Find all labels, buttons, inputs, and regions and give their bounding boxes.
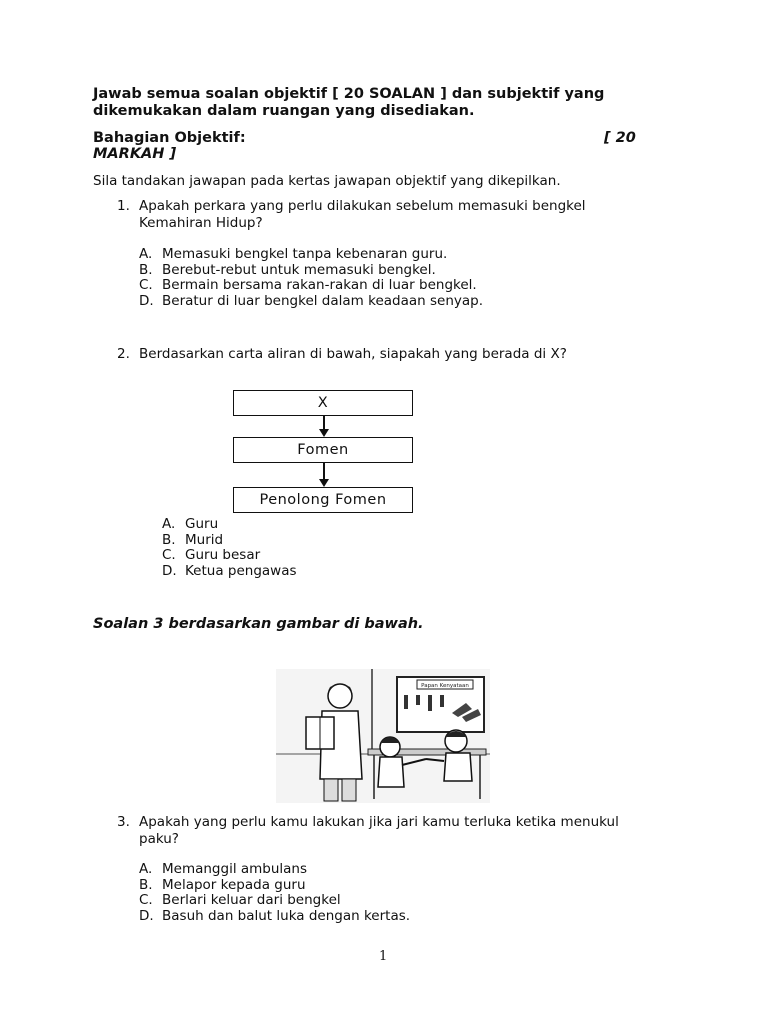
flow-arrow-head [319,429,329,437]
question-2-number: 2. [117,346,130,362]
instructions: Jawab semua soalan objektif [ 20 SOALAN ] dan subjektif yang dikemukakan dalam ruangan yang disediakan. [93,86,605,119]
question-3-number: 3. [117,814,130,830]
option: D. Beratur di luar bengkel dalam keadaan senyap. [139,293,484,310]
question-1-number: 1. [117,198,130,214]
workshop-illustration [276,669,490,803]
option: B. Melapor kepada guru [139,876,306,893]
question-3-text: Apakah yang perlu kamu lakukan jika jari kamu terluka ketika menukul paku? [139,814,619,847]
option: C. Berlari keluar dari bengkel [139,892,341,909]
answer-note: Sila tandakan jawapan pada kertas jawapan objektif yang dikepilkan. [93,173,561,189]
section-title: Bahagian Objektif: [93,130,246,146]
option: A. Memanggil ambulans [139,861,308,877]
option: B. Berebut-rebut untuk memasuki bengkel. [139,261,436,278]
option: A. Memasuki bengkel tanpa kebenaran guru. [139,246,448,262]
page-number: 1 [379,949,388,964]
section-marks: [ 20 [604,130,636,146]
option: C. Guru besar [162,547,261,564]
flow-arrow [323,463,325,480]
svg-text:Papan Kenyataan: Papan Kenyataan [421,683,469,689]
flowchart-box-penolong-fomen: Penolong Fomen [233,487,413,513]
flow-arrow-head [319,479,329,487]
question-1-text: Apakah perkara yang perlu dilakukan sebelum memasuki bengkel Kemahiran Hidup? [139,198,586,231]
option: B. Murid [162,531,224,548]
option: C. Bermain bersama rakan-rakan di luar bengkel. [139,277,477,294]
option: A. Guru [162,516,219,532]
flowchart-box-x: X [233,390,413,416]
flow-arrow [323,416,325,430]
picture-caption: Soalan 3 berdasarkan gambar di bawah. [93,616,424,632]
option: D. Ketua pengawas [162,563,297,580]
question-1-options [139,247,483,310]
question-2-options [162,517,297,580]
flowchart-box-fomen: Fomen [233,437,413,463]
question-3-options [139,862,410,925]
question-2-text: Berdasarkan carta aliran di bawah, siapakah yang berada di X? [139,346,567,362]
section-marks-continued: MARKAH ] [93,146,177,162]
option: D. Basuh dan balut luka dengan kertas. [139,908,411,925]
